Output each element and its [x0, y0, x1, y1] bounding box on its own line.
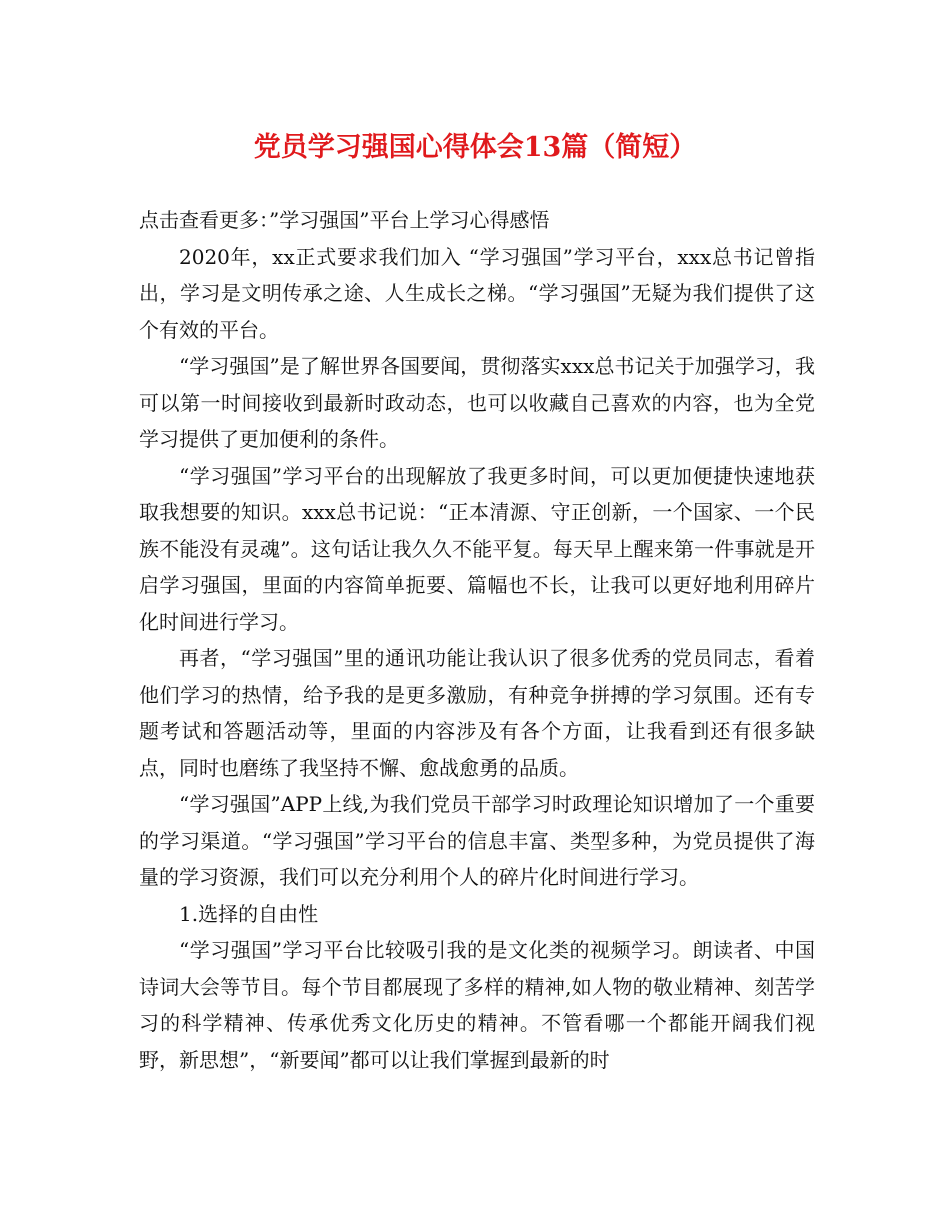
section-heading: 1.选择的自由性 — [179, 901, 319, 926]
paragraph: 再者，“学习强国”里的通讯功能让我认识了很多优秀的党员同志，看着他们学习的热情，给予我的是更多激励，有种竞争拼搏的学习氛围。还有专题考试和答题活动等，里面的内容涉及有各个方面，让我看到还有很多缺点，同时也磨练了我坚持不懈、愈战愈勇的品质。 — [139, 646, 815, 780]
document-title: 党员学习强国心得体会13篇（简短） — [253, 132, 697, 163]
paragraph: “学习强国”是了解世界各国要闻，贯彻落实xxx总书记关于加强学习，我可以第一时间接收到最新时政动态，也可以收藏自己喜欢的内容，也为全党学习提供了更加便利的条件。 — [139, 354, 815, 451]
paragraph: “学习强国”学习平台的出现解放了我更多时间，可以更加便捷快速地获取我想要的知识。xxx总书记说：“正本清源、守正创新，一个国家、一个民族不能没有灵魂”。这句话让我久久不能平复。每天早上醒来第一件事就是开启学习强国，里面的内容简单扼要、篇幅也不长，让我可以更好地利用碎片化时间进行学习。 — [139, 463, 815, 634]
paragraph: 2020年，xx正式要求我们加入 “学习强国”学习平台，xxx总书记曾指出，学习是文明传承之途、人生成长之梯。“学习强国”无疑为我们提供了这个有效的平台。 — [139, 244, 815, 342]
document-body — [139, 202, 815, 1078]
paragraph: “学习强国”学习平台比较吸引我的是文化类的视频学习。朗读者、中国诗词大会等节目。每个节目都展现了多样的精神,如人物的敬业精神、刻苦学习的科学精神、传承优秀文化历史的精神。不管看哪一个都能开阔我们视野，新思想”，“新要闻”都可以让我们掌握到最新的时 — [139, 938, 815, 1072]
paragraph: “学习强国”APP上线,为我们党员干部学习时政理论知识增加了一个重要的学习渠道。“学习强国”学习平台的信息丰富、类型多种，为党员提供了海量的学习资源，我们可以充分利用个人的碎片化时间进行学习。 — [139, 792, 815, 889]
paragraph-intro-link[interactable]: 点击查看更多：”学习强国”平台上学习心得感悟 — [139, 208, 550, 232]
